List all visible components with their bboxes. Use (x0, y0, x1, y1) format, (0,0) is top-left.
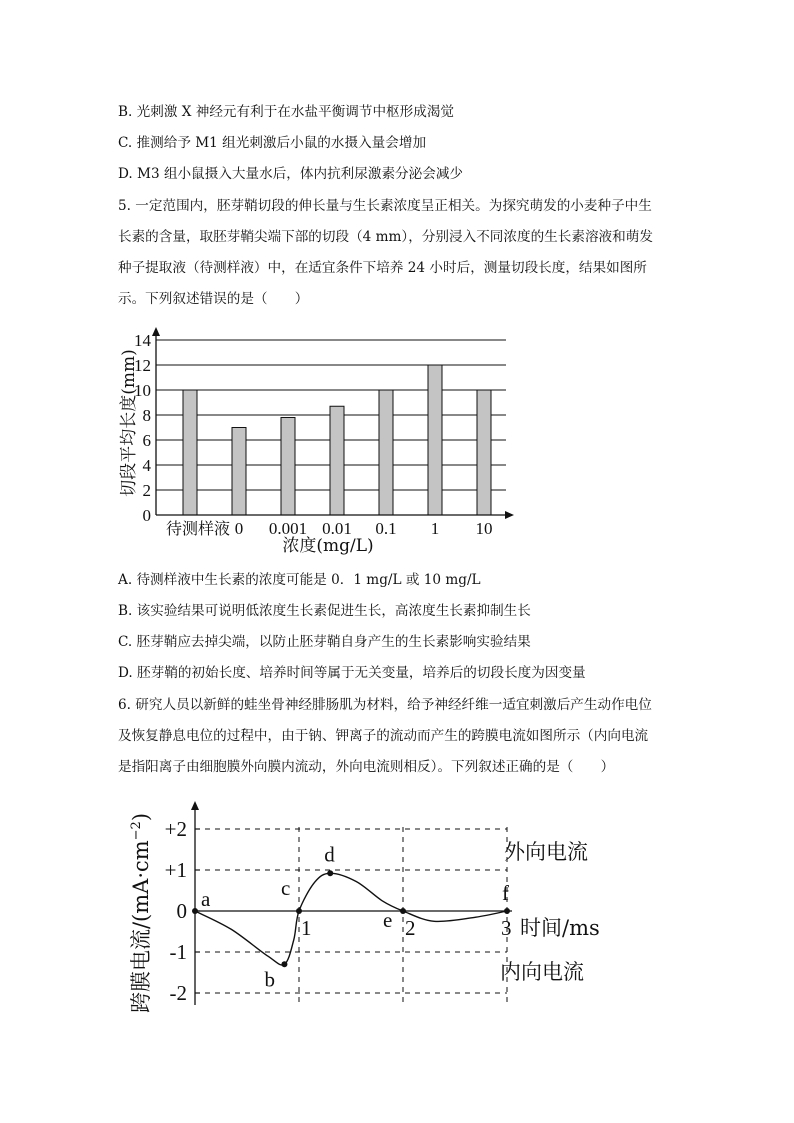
x-axis-arrow-icon (505, 511, 514, 519)
y-label-superscript: −2 (129, 821, 144, 841)
curve-point-f (504, 908, 510, 914)
outward-current-label: 外向电流 (504, 840, 588, 864)
q6-stem-line-3: 是指阳离子由细胞膜外向膜内流动，外向电流则相反）。下列叙述正确的是（ ） (118, 759, 615, 775)
bar-x-tick-label: 10 (475, 519, 493, 538)
bar (281, 418, 295, 516)
bar-x-tick-label: 待测样液 (165, 519, 230, 538)
q5-stem-line-2: 长素的含量，取胚芽鞘尖端下部的切段（4 mm），分别浸入不同浓度的生长素溶液和萌发 (118, 229, 653, 245)
bar-y-tick-label: 2 (142, 481, 151, 500)
bar-y-tick-label: 8 (142, 406, 151, 425)
q5-option-a: A. 待测样液中生长素的浓度可能是 0．1 mg/L 或 10 mg/L (118, 572, 481, 588)
bar-x-tick-label: 0.001 (268, 519, 308, 538)
y-axis-arrow-icon (191, 801, 199, 810)
curve-point-label: e (383, 908, 393, 932)
q5-option-b: B. 该实验结果可说明低浓度生长素促进生长，高浓度生长素抑制生长 (118, 603, 531, 619)
current-y-tick-label: -1 (169, 940, 187, 964)
bar (330, 406, 344, 515)
q5-option-c: C. 胚芽鞘应去掉尖端，以防止胚芽鞘自身产生的生长素影响实验结果 (118, 634, 531, 650)
curve-point-label: d (324, 842, 335, 867)
current-chart-x-label: 时间/ms (520, 916, 600, 940)
curve-point-label: c (281, 876, 291, 900)
bar (379, 390, 393, 515)
current-chart-y-label (129, 813, 153, 1013)
y-label-close-paren: ) (129, 812, 153, 822)
q5-stem-line-3: 种子提取液（待测样液）中，在适宜条件下培养 24 小时后，测量切段长度，结果如图所 (118, 260, 647, 276)
q4-option-d: D. M3 组小鼠摄入大量水后，体内抗利尿激素分泌会减少 (118, 166, 464, 182)
bar-chart-x-label: 浓度(mg/L) (282, 536, 374, 556)
bar-chart (110, 325, 530, 565)
current-x-tick-label: 1 (301, 916, 312, 940)
current-x-tick-label: 2 (405, 916, 416, 940)
bar (183, 390, 197, 515)
current-y-tick-label: +2 (164, 817, 187, 841)
curve-point-d (327, 870, 333, 876)
q4-option-b: B. 光刺激 X 神经元有利于在水盐平衡调节中枢形成渴觉 (118, 104, 455, 120)
q6-stem-line-1: 6. 研究人员以新鲜的蛙坐骨神经腓肠肌为材料，给予神经纤维一适宜刺激后产生动作电位 (118, 697, 652, 713)
curve-point-label: f (502, 881, 509, 905)
current-chart (120, 795, 640, 1045)
y-axis-arrow-icon (152, 327, 160, 336)
bar (477, 390, 491, 515)
bar-x-tick-label: 1 (430, 519, 440, 538)
curve-point-label: a (201, 887, 211, 911)
curve-point-a (192, 908, 198, 914)
bar-y-tick-label: 4 (142, 456, 151, 475)
bar-y-tick-label: 0 (142, 506, 151, 525)
bar-x-tick-label: 0.01 (322, 519, 352, 538)
bar (428, 365, 442, 515)
current-y-tick-label: -2 (169, 981, 187, 1005)
bar-y-tick-label: 14 (134, 331, 151, 350)
current-y-tick-label: 0 (176, 899, 187, 923)
current-y-tick-label: +1 (164, 858, 187, 882)
bar-y-tick-label: 12 (134, 356, 151, 375)
curve-point-c (296, 908, 302, 914)
q6-stem-line-2: 及恢复静息电位的过程中，由于钠、钾离子的流动而产生的跨膜电流如图所示（内向电流 (118, 728, 649, 744)
curve-point-label: b (264, 967, 275, 992)
q5-stem-line-1: 5. 一定范围内，胚芽鞘切段的伸长量与生长素浓度呈正相关。为探究萌发的小麦种子中生 (118, 198, 652, 214)
q5-stem-line-4: 示。下列叙述错误的是（ ） (118, 291, 309, 307)
q4-option-c: C. 推测给予 M1 组光刺激后小鼠的水摄入量会增加 (118, 135, 427, 151)
bar-x-tick-label: 0.1 (375, 519, 397, 538)
q5-option-d: D. 胚芽鞘的初始长度、培养时间等属于无关变量，培养后的切段长度为因变量 (118, 665, 586, 681)
bar-y-tick-label: 10 (134, 381, 151, 400)
curve-point-b (281, 961, 287, 967)
bar-chart-y-label: 切段平均长度(mm) (119, 349, 139, 497)
y-label-main: 跨膜电流/(mA·cm (129, 840, 153, 1014)
curve-point-e (400, 908, 406, 914)
current-x-tick-label: 3 (501, 916, 512, 940)
inward-current-label: 内向电流 (500, 960, 584, 984)
bar-y-tick-label: 6 (142, 431, 151, 450)
bar-x-tick-label: 0 (234, 519, 244, 538)
bar (232, 428, 246, 516)
current-curve (195, 873, 507, 965)
